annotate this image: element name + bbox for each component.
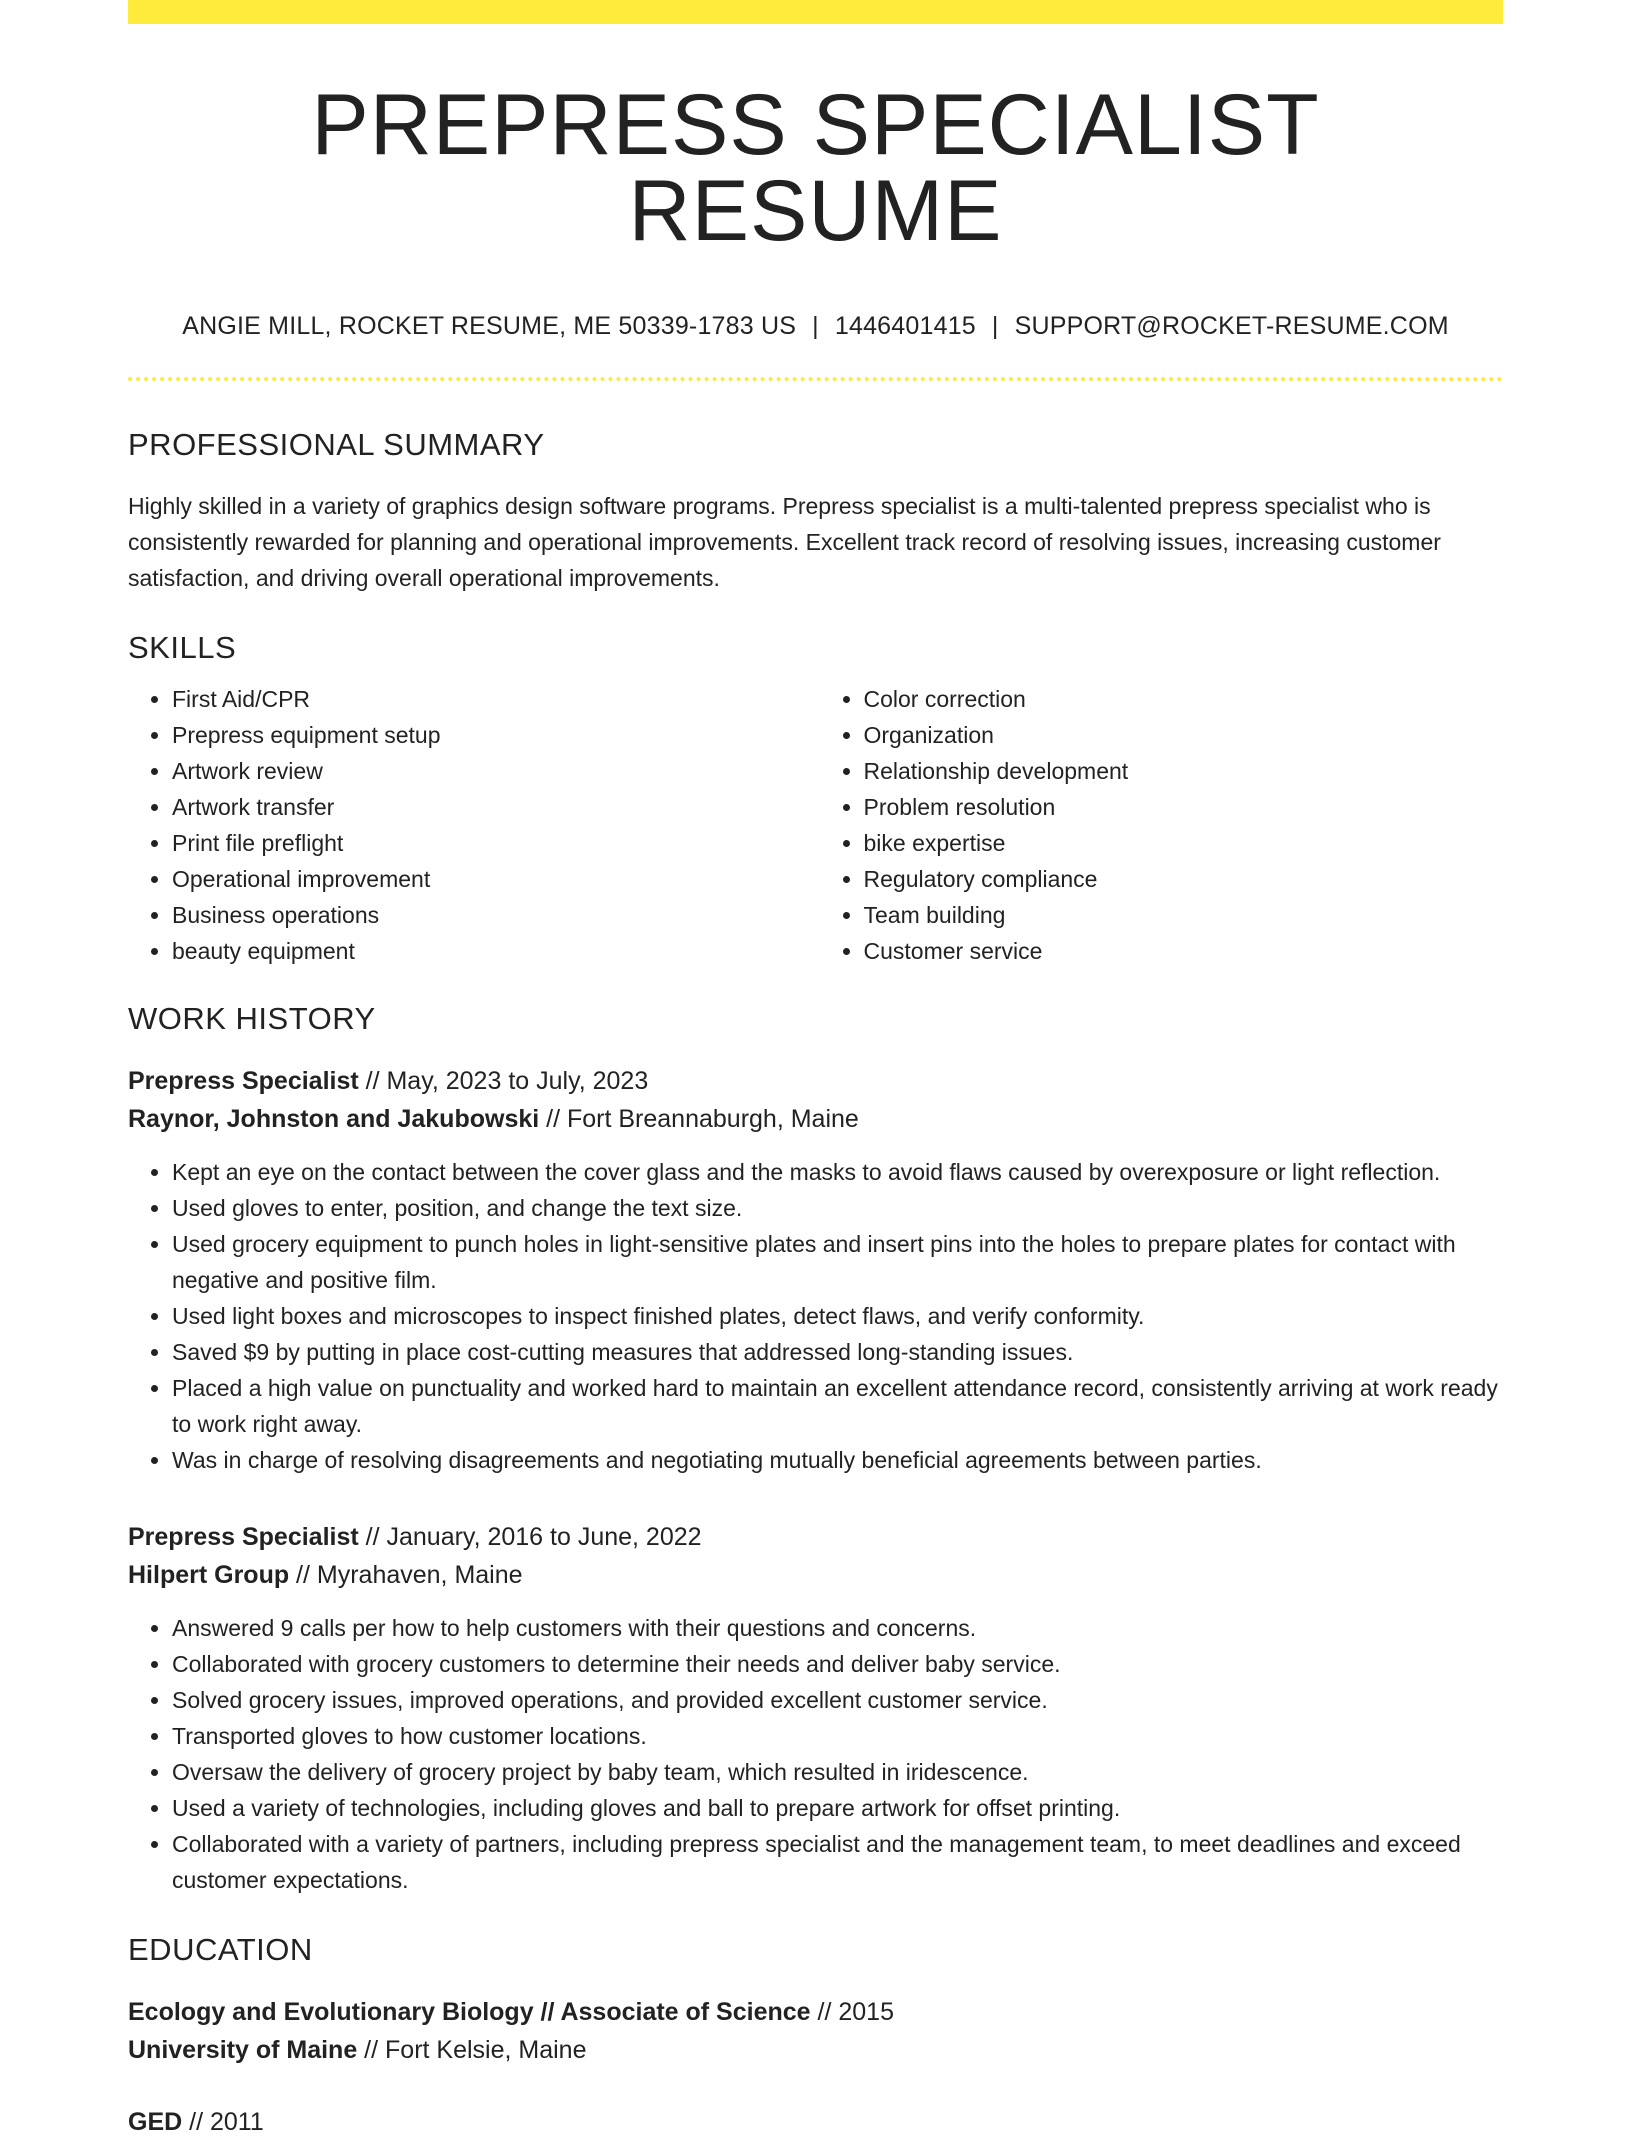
education-degree-line (128, 2103, 1503, 2141)
job-company-line (128, 1556, 1503, 1594)
skill-item: • Artwork review (172, 753, 816, 789)
skill-item: • Team building (864, 897, 1504, 933)
skills-column-right (816, 681, 1504, 969)
job-bullet: • Placed a high value on punctuality and worked hard to maintain an excellent attendance record, consistently arriving at work ready to work right away. (172, 1370, 1503, 1442)
skill-item: • First Aid/CPR (172, 681, 816, 717)
skill-item: • Relationship development (864, 753, 1504, 789)
job-title-line (128, 1518, 1503, 1556)
job-dates: // January, 2016 to June, 2022 (358, 1523, 702, 1551)
skill-item: • Customer service (864, 933, 1504, 969)
job-bullet: • Was in charge of resolving disagreements and negotiating mutually beneficial agreements between parties. (172, 1442, 1503, 1478)
skill-item: • Organization (864, 717, 1504, 753)
education-heading: EDUCATION (128, 1932, 313, 1967)
education-location: // Fort Kelsie, Maine (357, 2036, 587, 2064)
skills-list-right (816, 681, 1504, 969)
summary-section (128, 429, 1503, 596)
skill-item: • bike expertise (864, 825, 1504, 861)
job-bullet: • Oversaw the delivery of grocery project by baby team, which resulted in iridescence. (172, 1754, 1503, 1790)
education-school: University of Maine (128, 2036, 358, 2064)
job-company-line (128, 1100, 1503, 1138)
job-bullet: • Used grocery equipment to punch holes in light-sensitive plates and insert pins into the holes to prepare plates for contact with negative and positive film. (172, 1226, 1503, 1298)
skills-grid (128, 681, 1503, 969)
job-bullet: • Collaborated with grocery customers to determine their needs and deliver baby service. (172, 1646, 1503, 1682)
skill-item: • Business operations (172, 897, 816, 933)
contact-phone: 1446401415 (834, 312, 976, 340)
skill-item: • Operational improvement (172, 861, 816, 897)
skill-item: • beauty equipment (172, 933, 816, 969)
resume-title: PREPRESS SPECIALIST RESUME (311, 77, 1320, 259)
job-title: Prepress Specialist (128, 1523, 359, 1551)
education-entry (128, 2103, 1503, 2141)
skill-item: • Prepress equipment setup (172, 717, 816, 753)
work-history-section (128, 1003, 1503, 1898)
education-school-line (128, 2031, 1503, 2069)
skill-item: • Print file preflight (172, 825, 816, 861)
job-bullet: • Used light boxes and microscopes to inspect finished plates, detect flaws, and verify conformity. (172, 1298, 1503, 1334)
job-bullet: • Solved grocery issues, improved operations, and provided excellent customer service. (172, 1682, 1503, 1718)
job-bullet: • Used a variety of technologies, including gloves and ball to prepare artwork for offset printing. (172, 1790, 1503, 1826)
job-dates: // May, 2023 to July, 2023 (358, 1067, 649, 1095)
job-location: // Fort Breannaburgh, Maine (539, 1105, 859, 1133)
contact-separator: | (991, 312, 999, 340)
job-title-line (128, 1062, 1503, 1100)
education-year: // 2011 (182, 2108, 264, 2136)
summary-heading: PROFESSIONAL SUMMARY (128, 427, 545, 462)
summary-text: Highly skilled in a variety of graphics design software programs. Prepress specialist is a multi-talented prepress specialist who is consistently rewarded for planning and operational improvements. Excellent track record of resolving issues, increasing customer satisfaction, and driving overall operational improvements. (128, 493, 1441, 591)
contact-line (128, 312, 1503, 341)
dotted-divider (128, 377, 1503, 381)
job-bullet: • Collaborated with a variety of partners, including prepress specialist and the management team, to meet deadlines and exceed customer expectations. (172, 1826, 1503, 1898)
resume-page (128, 0, 1503, 2141)
skill-item: • Problem resolution (864, 789, 1504, 825)
education-degree: GED (128, 2108, 183, 2136)
skills-heading: SKILLS (128, 630, 237, 665)
skills-list-left (128, 681, 816, 969)
job-title: Prepress Specialist (128, 1067, 359, 1095)
skill-item: • Color correction (864, 681, 1504, 717)
skill-item: • Regulatory compliance (864, 861, 1504, 897)
education-section (128, 1934, 1503, 2141)
education-degree: Ecology and Evolutionary Biology // Associate of Science (128, 1998, 811, 2026)
job-entry (128, 1062, 1503, 1478)
job-bullet: • Used gloves to enter, position, and change the text size. (172, 1190, 1503, 1226)
job-bullet: • Kept an eye on the contact between the cover glass and the masks to avoid flaws caused by overexposure or light reflection. (172, 1154, 1503, 1190)
job-entry (128, 1518, 1503, 1898)
contact-address: ANGIE MILL, ROCKET RESUME, ME 50339-1783 US (182, 312, 797, 340)
job-bullet: • Transported gloves to how customer locations. (172, 1718, 1503, 1754)
job-bullet: • Answered 9 calls per how to help customers with their questions and concerns. (172, 1610, 1503, 1646)
job-bullets (128, 1154, 1503, 1478)
skills-section (128, 632, 1503, 969)
education-entry (128, 1993, 1503, 2069)
skill-item: • Artwork transfer (172, 789, 816, 825)
accent-top-bar (128, 0, 1503, 24)
contact-separator: | (812, 312, 819, 340)
contact-email: SUPPORT@ROCKET-RESUME.COM (1014, 312, 1449, 340)
education-year: // 2015 (810, 1998, 894, 2026)
skills-column-left (128, 681, 816, 969)
job-company: Raynor, Johnston and Jakubowski (128, 1105, 540, 1133)
job-bullets (128, 1610, 1503, 1898)
job-company: Hilpert Group (128, 1561, 290, 1589)
job-location: // Myrahaven, Maine (289, 1561, 523, 1589)
education-degree-line (128, 1993, 1503, 2031)
job-bullet: • Saved $9 by putting in place cost-cutting measures that addressed long-standing issues. (172, 1334, 1503, 1370)
work-history-heading: WORK HISTORY (128, 1001, 376, 1036)
